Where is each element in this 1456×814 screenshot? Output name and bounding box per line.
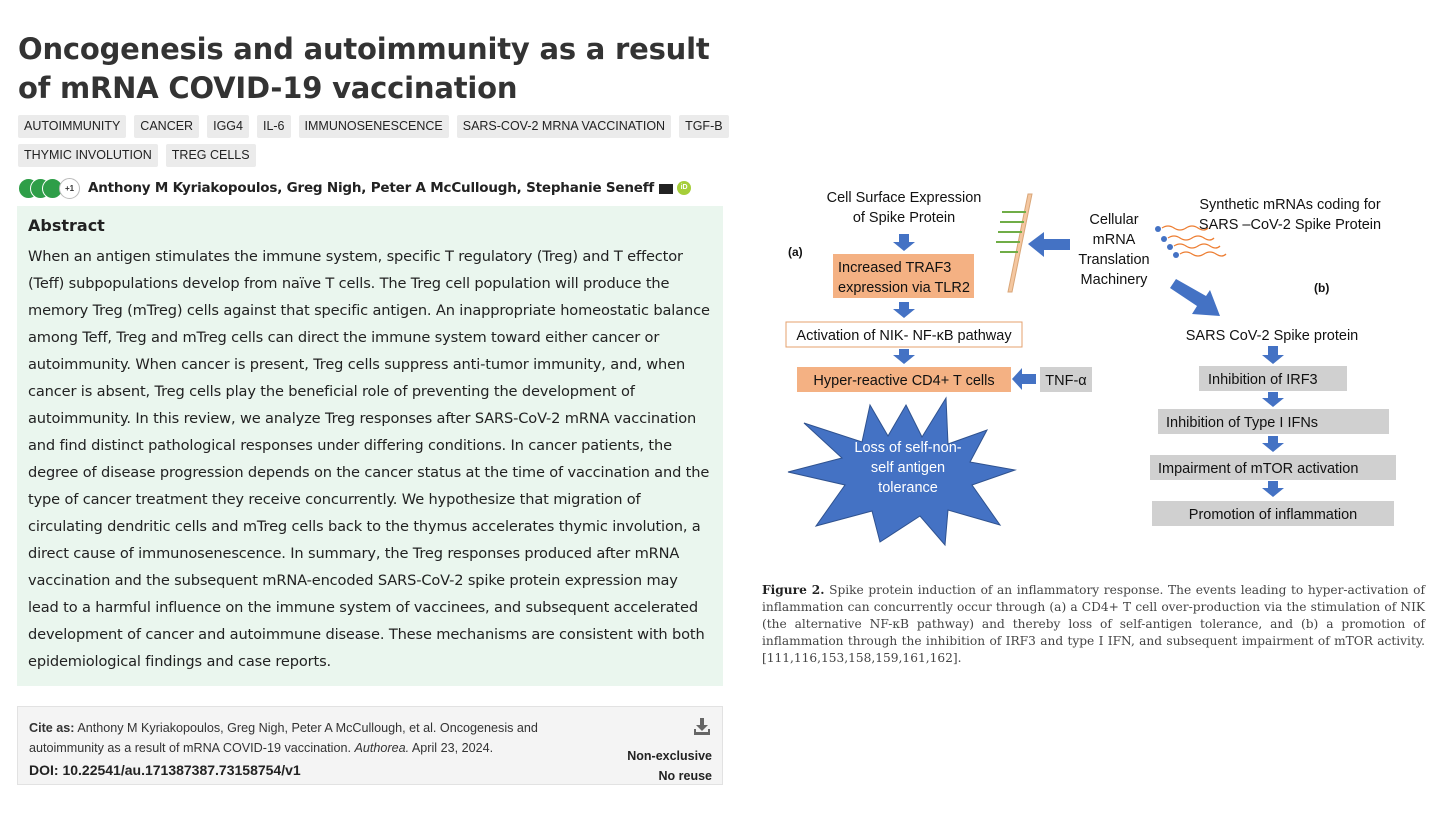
loss-text-1: Loss of self-non- [854, 440, 962, 456]
abstract-box [17, 206, 723, 686]
cite-label: Cite as: [29, 721, 75, 735]
arrow-down-icon [893, 234, 915, 251]
email-icon[interactable] [659, 184, 673, 194]
article-header [18, 0, 724, 200]
doi-line [29, 762, 301, 778]
synth-text-1: Synthetic mRNAs coding for [1199, 197, 1381, 213]
arrow-left-icon [1012, 368, 1036, 390]
arrow-down-icon [893, 349, 915, 364]
tag-sars-cov-2[interactable]: SARS-COV-2 MRNA VACCINATION [457, 115, 671, 138]
tag-cancer[interactable]: CANCER [134, 115, 199, 138]
page-title: Oncogenesis and autoimmunity as a result of mRNA COVID-19 vaccination [18, 32, 710, 105]
tag-igg4[interactable]: IGG4 [207, 115, 249, 138]
citation-text [29, 718, 589, 758]
tag-treg-cells[interactable]: TREG CELLS [166, 144, 256, 167]
cite-date: April 23, 2024. [411, 741, 494, 755]
spike-text: SARS CoV-2 Spike protein [1185, 328, 1359, 344]
irf3-text: Inhibition of IRF3 [1208, 372, 1318, 388]
cell-membrane-icon [996, 194, 1032, 292]
arrow-down-icon [1262, 481, 1284, 497]
caption-text: Spike protein induction of an inflammatory response. The events leading to hyper-activation of inflammation can concurrently occur through (a) a CD4+ T cell over-production via the stimulation of NIK (the alternative NF-κB pathway) and thereby loss of self-antigen tolerance, and (b) a promotion of inflammation through the inhibition of IRF3 and type I IFN, and subsequent impairment of mTOR activity. [111,116,153,158,159,161,162]. [762, 583, 1425, 665]
cellular-text-3: Translation [1078, 252, 1150, 268]
arrow-down-icon [1262, 346, 1284, 364]
abstract-text: When an antigen stimulates the immune system, specific T regulatory (Treg) and T effector (Teff) subpopulations develop from naïve T cells. The Treg cell population will produce the memory Treg (mTreg) cells against that specific antigen. An inappropriate homeostatic balance among Teff, Treg and mTreg cells can direct the immune system toward either cancer or autoimmunity. When cancer is present, Treg cells suppress anti-tumor immunity, and, when cancer is absent, Treg cells play the beneficial role of preventing the development of autoimmunity. In this review, we analyze Treg responses after SARS-CoV-2 mRNA vaccination and find distinct pathological responses under differing conditions. In cancer patients, the degree of disease progression depends on the cancer status at the time of vaccination and the type of cancer treatment they receive concurrently. We hypothesize that migration of circulating dendritic cells and mTreg cells back to the thymus accelerates thymic involution, a direct cause of immunosenescence. In summary, the Treg responses produced after mRNA vaccination and the subsequent mRNA-encoded SARS-CoV-2 spike protein expression may lead to a harmful influence on the immune system of vaccinees, and subsequent accelerated development of cancer and autoimmune disease. These mechanisms are consistent with both epidemiological findings and case reports. [28, 248, 710, 670]
ifn-text: Inhibition of Type I IFNs [1166, 415, 1319, 431]
cellular-text-4: Machinery [1080, 272, 1148, 288]
author-avatars[interactable] [18, 178, 82, 198]
doi-value[interactable]: 10.22541/au.171387387.73158754/v1 [62, 762, 301, 778]
arrow-down-icon [1262, 436, 1284, 452]
figure-caption [762, 582, 1425, 667]
traf3-text-2: expression via TLR2 [838, 280, 970, 296]
cite-journal: Authorea. [354, 741, 410, 755]
cellular-text-1: Cellular [1089, 212, 1139, 228]
orcid-icon[interactable]: iD [677, 181, 691, 195]
more-authors-badge[interactable]: +1 [59, 178, 80, 199]
arrow-down-icon [1262, 392, 1284, 407]
nik-text: Activation of NIK- NF-κB pathway [796, 328, 1012, 344]
license-block [627, 717, 712, 786]
synth-text-2: SARS –CoV-2 Spike Protein [1198, 217, 1382, 233]
cite-body: Anthony M Kyriakopoulos, Greg Nigh, Peter A McCullough, et al. Oncogenesis and autoimmunity as a result of mRNA COVID-19 vaccination. [29, 721, 538, 755]
author-line [18, 176, 724, 200]
tag-autoimmunity[interactable]: AUTOIMMUNITY [18, 115, 126, 138]
label-b: (b) [1314, 281, 1330, 295]
figure-diagram [760, 180, 1430, 550]
download-icon[interactable] [692, 717, 712, 737]
tag-list [18, 115, 738, 173]
doi-label: DOI: [29, 762, 59, 778]
caption-label: Figure 2. [762, 583, 825, 597]
label-a: (a) [788, 245, 803, 259]
traf3-text-1: Increased TRAF3 [838, 260, 952, 276]
tnf-text: TNF-α [1045, 373, 1087, 389]
cd4-text: Hyper-reactive CD4+ T cells [813, 373, 995, 389]
tag-il-6[interactable]: IL-6 [257, 115, 291, 138]
tag-immunosenescence[interactable]: IMMUNOSENESCENCE [299, 115, 449, 138]
license-line2: No reuse [658, 769, 712, 783]
abstract-heading: Abstract [28, 216, 105, 235]
loss-text-3: tolerance [878, 480, 938, 496]
arrow-down-icon [893, 302, 915, 318]
mtor-text: Impairment of mTOR activation [1158, 461, 1359, 477]
inflam-text: Promotion of inflammation [1188, 507, 1358, 523]
loss-text-2: self antigen [870, 460, 946, 476]
arrow-left-icon [1028, 232, 1070, 257]
cellular-text-2: mRNA [1092, 232, 1136, 248]
tag-thymic-involution[interactable]: THYMIC INVOLUTION [18, 144, 158, 167]
citation-box [17, 706, 723, 785]
arrow-diagonal-icon [1170, 279, 1220, 316]
surface-text-1: Cell Surface Expression [826, 190, 982, 206]
license-line1: Non-exclusive [627, 749, 712, 763]
author-names[interactable]: Anthony M Kyriakopoulos, Greg Nigh, Peter A McCullough, Stephanie Seneff [88, 180, 655, 196]
tag-tgf-b[interactable]: TGF-B [679, 115, 729, 138]
surface-text-2: of Spike Protein [852, 210, 956, 226]
